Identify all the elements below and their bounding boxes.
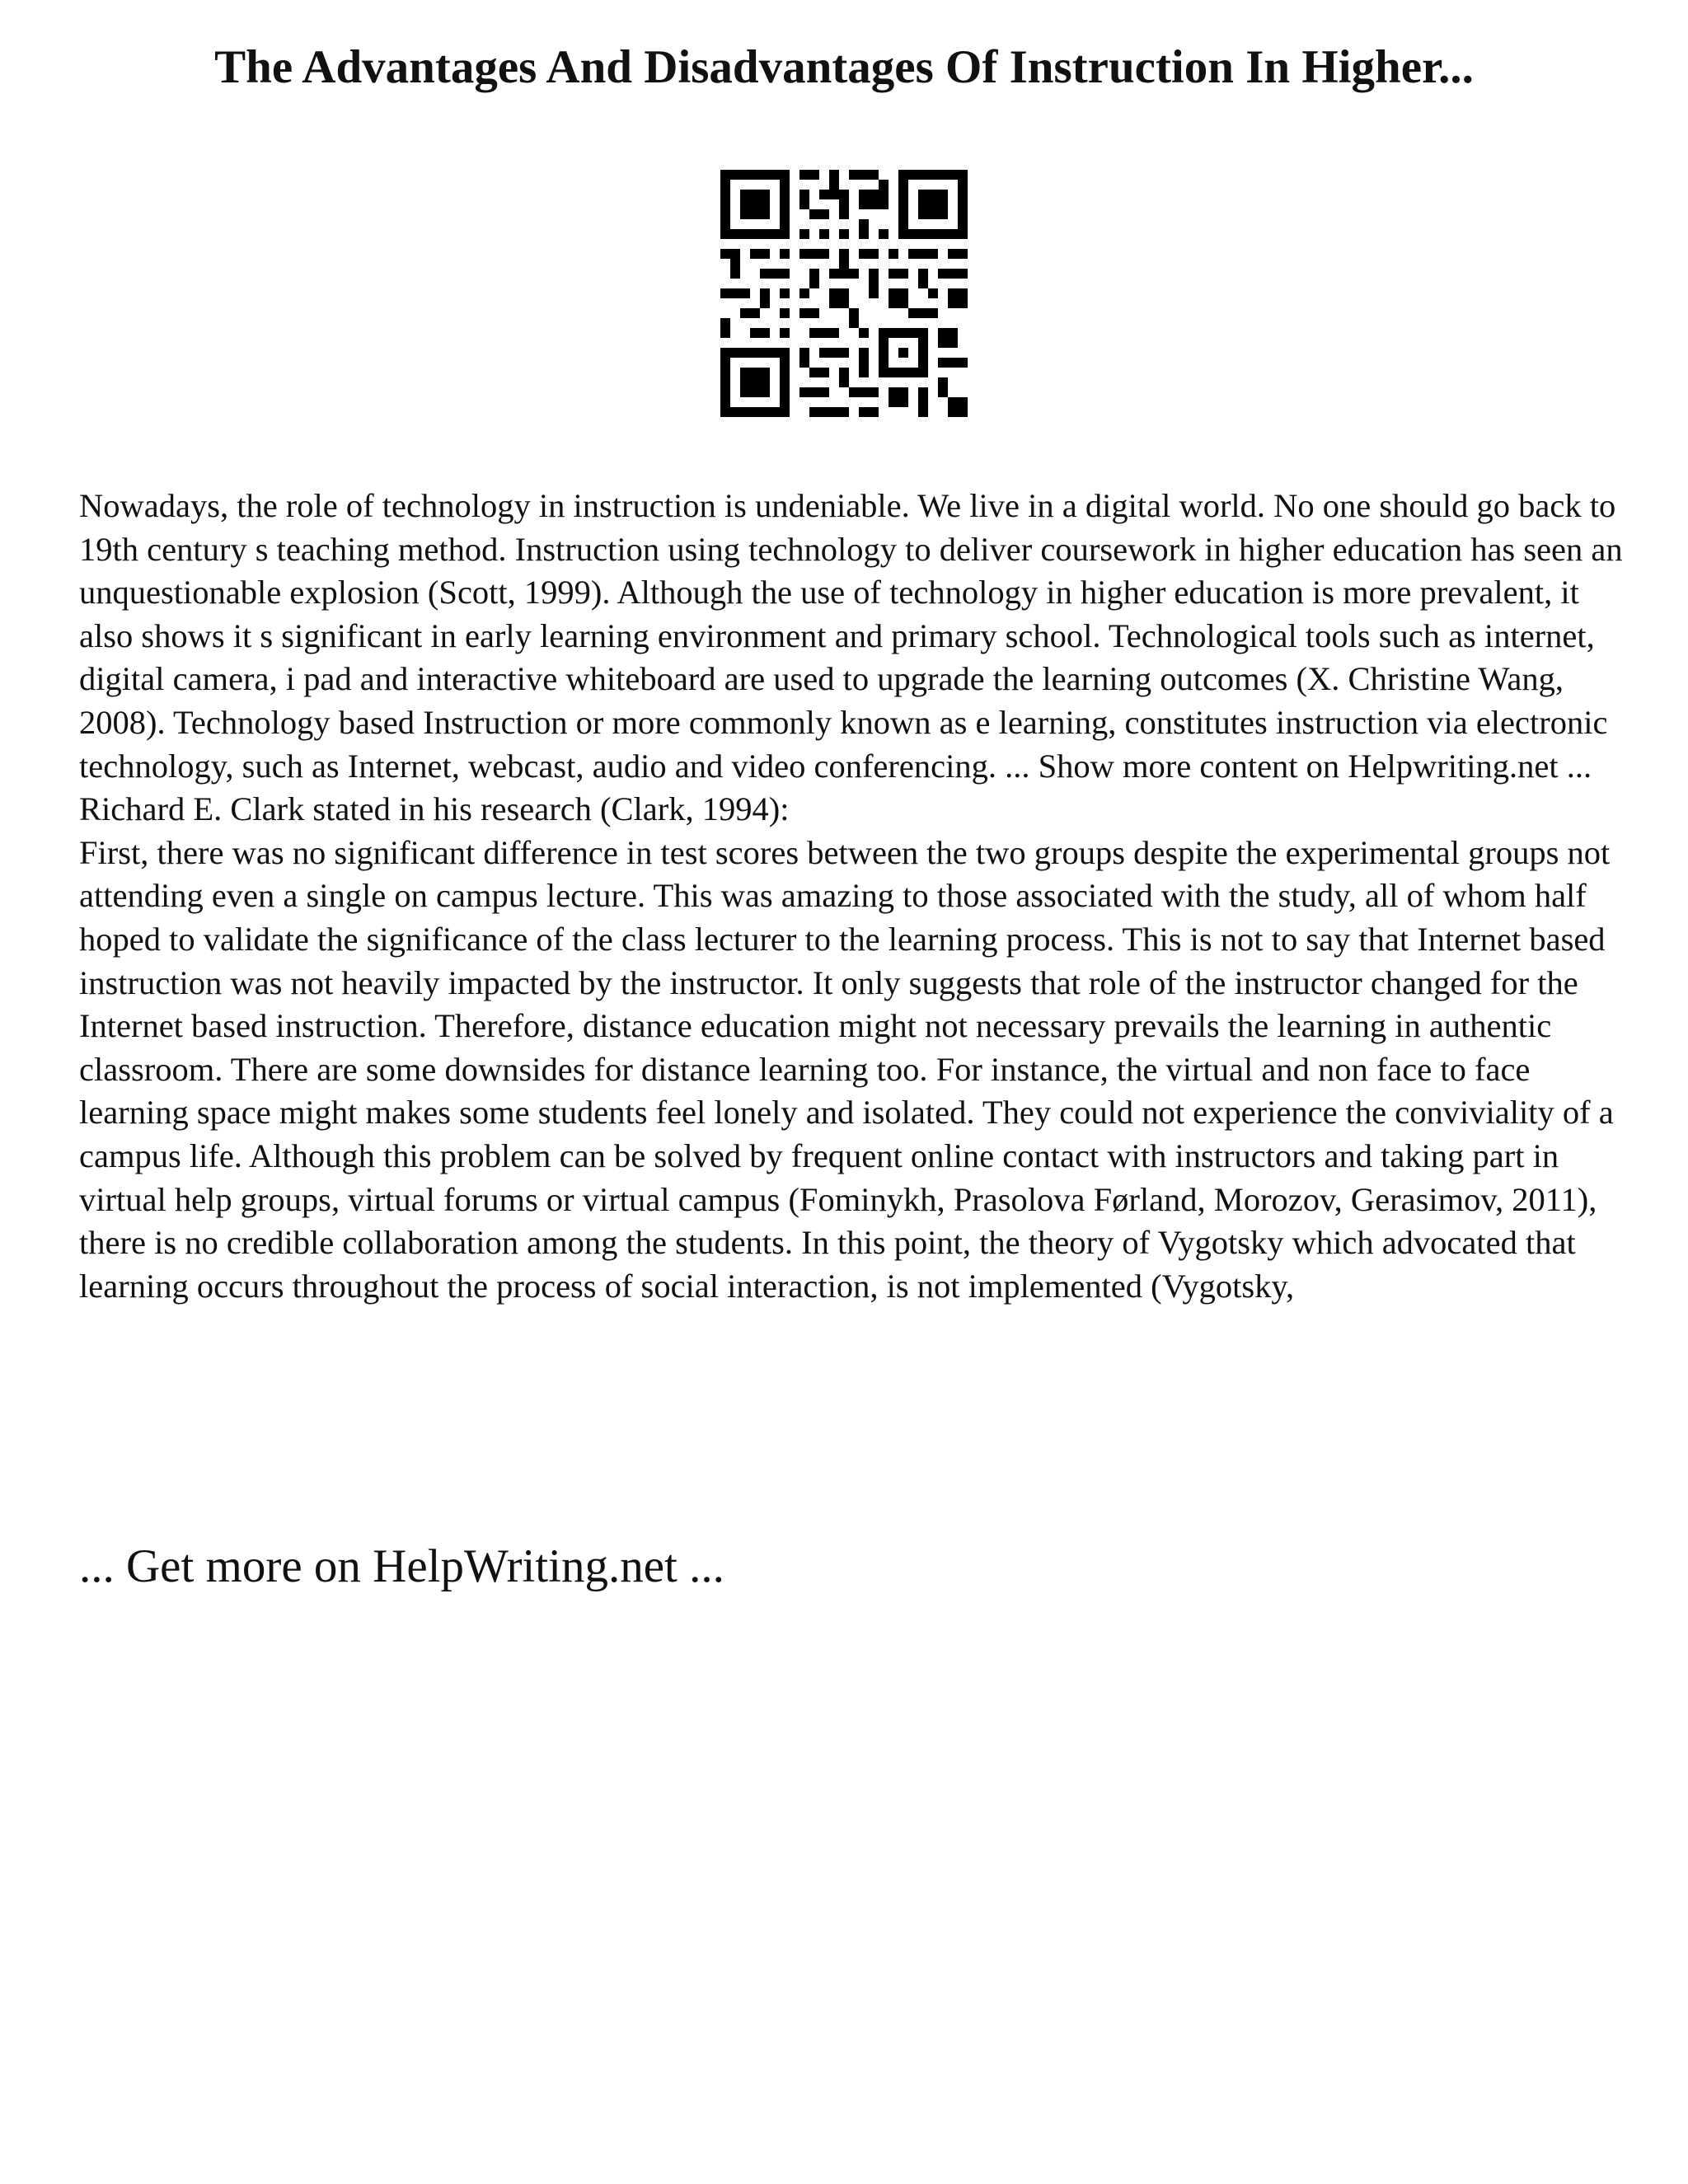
document-body — [79, 485, 1629, 1308]
get-more-link[interactable]: ... Get more on HelpWriting.net ... — [79, 1540, 724, 1592]
paragraph-intro: Nowadays, the role of technology in instruction is undeniable. We live in a digital world. No one should go back to 19th century s teaching method. Instruction using technology to deliver coursework in higher education has seen an unquestionable explosion (Scott, 1999). Although the use of technology in higher education is more prevalent, it also shows it s significant in early learning environment and primary school. Technological tools such as internet, digital camera, i pad and interactive whiteboard are used to upgrade the learning outcomes (X. Christine Wang, 2008). Technology based Instruction or more commonly known as e learning, constitutes instruction via electronic technology, such as Internet, webcast, audio and video conferencing. ... Show more content on Helpwriting.net ... — [79, 487, 1623, 785]
paragraph-clark-quote: First, there was no significant difference in test scores between the two groups despite the experimental groups not attending even a single on campus lecture. This was amazing to those associated with the study, all of whom half hoped to validate the significance of the class lecturer to the learning process. This is not to say that Internet based instruction was not heavily impacted by the instructor. It only suggests that role of the instructor changed for the Internet based instruction. Therefore, distance education might not necessary prevails the learning in authentic classroom. There are some downsides for distance learning too. For instance, the virtual and non face to face learning space might makes some students feel lonely and isolated. They could not experience the conviviality of a campus life. Although this problem can be solved by frequent online contact with instructors and taking part in virtual help groups, virtual forums or virtual campus (Fominykh, Prasolova Førland, Morozov, Gerasimov, 2011), there is no credible collaboration among the students. In this point, the theory of Vygotsky which advocated that learning occurs throughout the process of social interaction, is not implemented (Vygotsky, — [79, 833, 1614, 1305]
qr-code-icon — [720, 170, 968, 417]
document-title: The Advantages And Disadvantages Of Instruction In Higher... — [214, 41, 1474, 93]
paragraph-clark-citation: Richard E. Clark stated in his research (Clark, 1994): — [79, 790, 790, 828]
qr-code-icon — [720, 170, 968, 417]
